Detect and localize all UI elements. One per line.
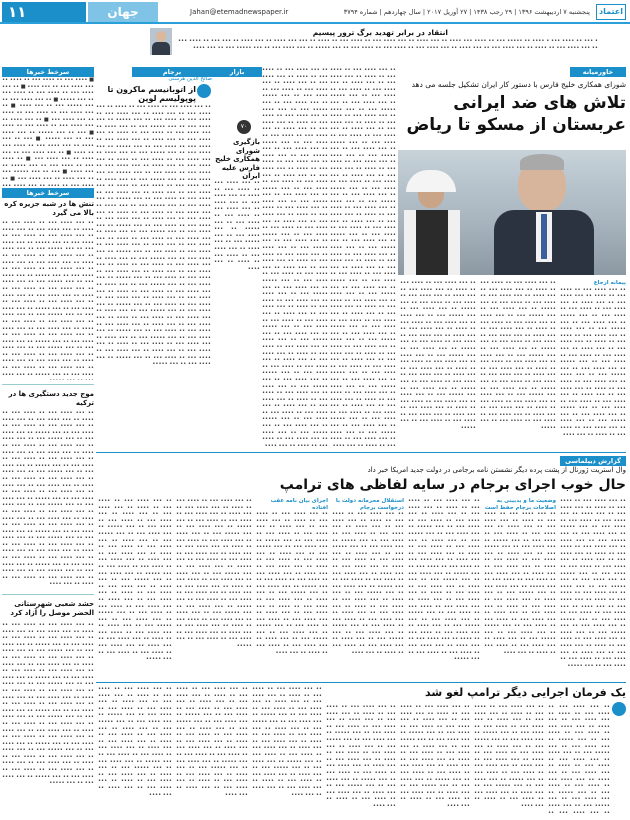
left-top-label: برجام (132, 67, 212, 77)
page-number: ۱۱ (2, 2, 86, 22)
top-story-body: • ••• •• •••• ••• • •••• •• ••••• ••• •• •••• ••• •••• •• ••• •••• •• ••• •••• ••• •• •••• ••• •• •••• •• ••• ••• •••• •• ••• •••• •• ••• ••• •• •••• ••• •• ••• •••• ••• •• •••• •• ••• •••• ••• •• ••• •••• •• ••• •••• ••• •• •••• ••• •• •••• ••• •• ••• ••••• •• ••• •••• ••• •• ••• ••••• ••• •• ••• •••• (178, 38, 598, 51)
main-story-byline: پیمانه ارجاع (593, 280, 626, 286)
second-story-subhead-2: استقلال محرمانه دولت با درخواست برجام (335, 498, 404, 511)
second-story-column-7: •• ••• •••• ••• •• •••• ••• •• •••• •• ••• •••• ••• •• ••• •••• •• ••• •••• ••• •• •••• ••• •• •••• ••• •• ••• ••••• •• ••• •••• ••• •• ••• ••••• ••• •• ••• •••• •• ••• •••• ••• •• •••• ••• •• •••• •• ••• •••• ••• •• ••• •••• •• ••• •••• ••• •• •••• ••• •• •••• ••• •• ••• ••••• •• ••• •••• ••• •• ••• ••••• ••• •• ••• •••• •• ••• •••• ••• •• •••• ••• •• •••• •• ••• •••• ••• •• ••• •••• •• ••• •••• ••• •• •••• ••• •• •••• ••• •• ••• ••••• •• ••• •••• ••• •• ••• ••••• ••• •• ••• •••• •• ••• •••• ••• •• •••• ••• •• •••• •• ••• •••• ••• •• ••• •••• •• ••• •••• ••• •• •••• ••• •• •••• ••• •• ••• ••••• (98, 498, 172, 663)
news-item-2-title[interactable]: موج جدید دستگیری ها در ترکیه (8, 390, 94, 407)
left-top-body: •• ••• •••• ••• •• •••• ••• •• •••• •• ••• •••• ••• •• ••• •••• •• ••• •••• ••• •• •••• ••• •• •••• ••• •• ••• ••••• •• ••• •••• ••• •• ••• ••••• ••• •• ••• •••• •• ••• •••• ••• •• •••• ••• •• •••• •• ••• •••• ••• •• ••• •••• •• ••• •••• ••• •• •••• ••• •• •••• ••• •• ••• ••••• •• ••• •••• ••• •• ••• ••••• ••• •• ••• •••• •• ••• •••• ••• •• •••• ••• •• •••• •• ••• •••• ••• •• ••• •••• •• ••• •••• ••• •• •••• ••• •• •••• ••• •• ••• ••••• •• ••• •••• ••• •• ••• ••••• ••• •• ••• •••• •• ••• •••• ••• •• •••• ••• •• •••• •• ••• •••• ••• •• ••• •••• •• ••• •••• ••• •• •••• ••• •• •••• ••• •• ••• ••••• •• ••• •••• ••• •• ••• ••••• ••• •• ••• •••• •• ••• •••• ••• •• •••• ••• •• •••• •• ••• •••• ••• •• ••• •••• •• ••• •••• ••• •• •••• ••• •• •••• ••• •• ••• ••••• •• ••• •••• ••• •• ••• ••••• ••• •• ••• •••• •• ••• •••• ••• •• •••• ••• •• •••• •• ••• •••• ••• •• ••• •••• •• ••• •••• ••• •• •••• ••• •• •••• ••• •• ••• ••••• •• ••• •••• ••• •• ••• ••••• ••• •• ••• •••• •• ••• •••• ••• •• •••• ••• •• •••• •• ••• •••• ••• •• ••• •••• •• ••• •••• ••• •• •••• ••• •• •••• ••• •• ••• ••••• •• ••• •••• ••• •• ••• ••••• ••• •• ••• •••• •• ••• •••• ••• •• •••• ••• •• •••• •• ••• •••• ••• •• ••• •••• •• ••• •••• ••• •• •••• ••• •• •••• ••• •• ••• ••••• •• ••• •••• ••• •• ••• ••••• ••• •• ••• •••• •• ••• •••• ••• •• •••• ••• •• •••• •• ••• •••• ••• •• ••• •••• •• ••• •••• ••• •• •••• ••• •• •••• ••• •• ••• ••••• •• ••• •••• ••• •• ••• ••••• ••• •• ••• •••• •• ••• •••• ••• •• •••• ••• •• •••• •• ••• •••• ••• •• ••• •••• •• ••• •••• ••• •• •••• ••• •• •••• ••• •• ••• ••••• •• ••• •••• ••• •• ••• ••••• (96, 104, 211, 368)
newspaper-logo: اعتماد (596, 4, 626, 20)
second-story-column-5: اجرای بیان نامه عقب افتاده •• ••• •••• ••• •• •••• ••• •• •••• •• ••• •••• ••• •• ••• •••• •• ••• •••• ••• •• •••• ••• •• •••• ••• •• ••• ••••• •• ••• •••• ••• •• ••• ••••• ••• •• ••• •••• •• ••• •••• ••• •• •••• ••• •• •••• •• ••• •••• ••• •• ••• •••• •• ••• •••• ••• •• •••• ••• •• •••• ••• •• ••• ••••• •• ••• •••• ••• •• ••• ••••• ••• •• ••• •••• •• ••• •••• ••• •• •••• ••• •• •••• •• ••• •••• ••• •• ••• •••• •• ••• •••• ••• •• •••• ••• •• •••• ••• •• ••• ••••• •• ••• •••• ••• •• ••• ••••• ••• •• ••• •••• •• ••• •••• ••• •• •••• ••• •• •••• •• ••• •••• (256, 498, 328, 656)
third-story-column-4: •• ••• •••• ••• •• •••• ••• •• •••• •• ••• •••• ••• •• ••• •••• •• ••• •••• ••• •• •••• ••• •• •••• ••• •• ••• ••••• •• ••• •••• ••• •• ••• ••••• ••• •• ••• •••• •• ••• •••• ••• •• •••• ••• •• •••• •• ••• •••• ••• •• ••• •••• •• ••• •••• ••• •• •••• ••• •• •••• ••• •• ••• ••••• •• ••• •••• ••• •• ••• ••••• ••• •• ••• •••• •• ••• •••• ••• •• •••• ••• •• •••• •• ••• •••• (326, 704, 396, 809)
section-divider (96, 452, 626, 453)
news-item-2-body: •• ••• •••• ••• •• •••• ••• •• •••• •• ••• •••• ••• •• ••• •••• •• ••• •••• ••• •• •••• ••• •• •••• ••• •• ••• ••••• •• ••• •••• ••• •• ••• ••••• ••• •• ••• •••• •• ••• •••• ••• •• •••• ••• •• •••• •• ••• •••• ••• •• ••• •••• •• ••• •••• ••• •• •••• ••• •• •••• ••• •• ••• ••••• •• ••• •••• ••• •• ••• ••••• ••• •• ••• •••• •• ••• •••• ••• •• •••• ••• •• •••• •• ••• •••• ••• •• ••• •••• •• ••• •••• ••• •• •••• ••• •• •••• ••• •• ••• ••••• •• ••• •••• ••• •• ••• ••••• ••• •• ••• •••• •• ••• •••• ••• •• •••• ••• •• •••• •• ••• •••• ••• •• ••• •••• •• ••• •••• ••• •• •••• ••• •• •••• ••• •• ••• ••••• •• ••• •••• ••• •• ••• ••••• ••• •• ••• •••• •• ••• •••• ••• •• •••• ••• •• •••• •• ••• •••• ••• •• ••• •••• •• ••• •••• ••• •• •••• ••• •• •••• ••• •• ••• ••••• •• ••• •••• ••• •• ••• ••••• ••• •• ••• •••• •• ••• •••• ••• •• •••• ••• •• •••• •• ••• •••• (2, 410, 94, 588)
third-story-headline[interactable]: یک فرمان اجرایی دیگر ترامپ لغو شد (425, 686, 626, 699)
third-story-column-5: •• ••• •••• ••• •• •••• ••• •• •••• •• ••• •••• ••• •• ••• •••• •• ••• •••• ••• •• •••• ••• •• •••• ••• •• ••• ••••• •• ••• •••• ••• •• ••• ••••• ••• •• ••• •••• •• ••• •••• ••• •• •••• ••• •• •••• •• ••• •••• ••• •• ••• •••• •• ••• •••• ••• •• •••• ••• •• •••• ••• •• ••• ••••• •• ••• •••• ••• •• ••• ••••• ••• •• ••• •••• •• ••• •••• ••• •• •••• ••• •• •••• •• ••• •••• ••• •• ••• •••• •• ••• •••• (252, 686, 322, 798)
second-story-column-2: وضعیت ما و بدبینی به اصلاحات برجام حفظ است •• ••• •••• ••• •• •••• ••• •• •••• •• ••• •••• ••• •• ••• •••• •• ••• •••• ••• •• •••• ••• •• •••• ••• •• ••• ••••• •• ••• •••• ••• •• ••• ••••• ••• •• ••• •••• •• ••• •••• ••• •• •••• ••• •• •••• •• ••• •••• ••• •• ••• •••• •• ••• •••• ••• •• •••• ••• •• •••• ••• •• ••• ••••• •• ••• •••• ••• •• ••• ••••• ••• •• ••• •••• •• ••• •••• ••• •• •••• ••• •• •••• •• ••• •••• ••• •• ••• •••• •• ••• •••• ••• •• •••• ••• •• •••• ••• •• ••• ••••• •• ••• •••• ••• •• ••• ••••• ••• •• ••• •••• •• ••• •••• ••• •• •••• ••• •• •••• •• ••• •••• (484, 498, 556, 656)
section-divider (96, 682, 626, 683)
feature-number: ۷۰ (237, 120, 251, 134)
left-column-briefs: ■ •••• ••• •• •••• ••• •• •••• •• ••• •••• ••• •• ••• •••• ■ •• ••• •••• ••• •• •••• ••• •• •••• ••• •• ••• ••••• ■ •• ••• •••• ••• •• ••• ••••• ••• •• ••• •••• ■ •• ••• •••• ••• •• •••• ••• •• •••• •• ••• •••• ••• ■ •• ••• •••• •• ••• •••• ••• •• •••• ••• •• •••• ■ ••• •• ••• ••••• •• ••• •••• ••• •• ••• ••••• ■ ••• •• ••• •••• •• ••• •••• ••• •• •••• ••• •• •••• ■ •• ••• •••• ••• •• ••• •••• •• ••• •••• ••• ■ •• •••• ••• •• •••• ••• •• ••• ••••• •• ••• •••• ■ ••• •• ••• ••••• ••• •• ••• •••• •• ••• •••• ••• ■ •• •••• ••• •• •••• •• ••• •••• ••• (2, 77, 94, 187)
main-story-photo (398, 150, 626, 275)
left-top-title[interactable]: از اتوبانیسم ماکرون تا پوپولیسم لوپن (107, 85, 196, 103)
news-item-1-body: •• ••• •••• ••• •• •••• ••• •• •••• •• ••• •••• ••• •• ••• •••• •• ••• •••• ••• •• •••• ••• •• •••• ••• •• ••• ••••• •• ••• •••• ••• •• ••• ••••• ••• •• ••• •••• •• ••• •••• ••• •• •••• ••• •• •••• •• ••• •••• ••• •• ••• •••• •• ••• •••• ••• •• •••• ••• •• •••• ••• •• ••• ••••• •• ••• •••• ••• •• ••• ••••• ••• •• ••• •••• •• ••• •••• ••• •• •••• ••• •• •••• •• ••• •••• ••• •• ••• •••• •• ••• •••• ••• •• •••• ••• •• •••• ••• •• ••• ••••• •• ••• •••• ••• •• ••• ••••• ••• •• ••• •••• •• ••• •••• ••• •• •••• ••• •• •••• •• ••• •••• ••• •• ••• •••• •• ••• •••• ••• •• •••• ••• •• •••• ••• •• ••• ••••• •• ••• •••• ••• •• ••• ••••• ••• •• ••• •••• •• ••• •••• ••• •• •••• ••• •• •••• •• ••• •••• ••• •• ••• •••• •• ••• •••• ••• •• •••• ••• •• •••• ••• •• ••• ••••• •• ••• •••• (2, 220, 94, 378)
second-story-subhead-1: وضعیت ما و بدبینی به اصلاحات برجام حفظ است (484, 498, 556, 511)
top-story-photo (150, 28, 172, 55)
news-item-1-title[interactable]: تنش ها در شبه جزیره کره بالا می گیرد (4, 200, 94, 217)
feature-summary: •• ••• •••• ••• •• •••• ••• •• •••• •• ••• •••• ••• •• ••• •••• •• ••• •••• ••• •• •••• ••• •• •••• ••• •• ••• ••••• •• ••• •••• ••• •• ••• ••••• ••• •• ••• •••• •• ••• •••• ••• •• •••• ••• •• •••• •• ••• •••• (214, 180, 260, 270)
second-story-label: گزارش دیپلماسی (560, 456, 626, 466)
news-item-3-body: •• ••• •••• ••• •• •••• ••• •• •••• •• ••• •••• ••• •• ••• •••• •• ••• •••• ••• •• •••• ••• •• •••• ••• •• ••• ••••• •• ••• •••• ••• •• ••• ••••• ••• •• ••• •••• •• ••• •••• ••• •• •••• ••• •• •••• •• ••• •••• ••• •• ••• •••• •• ••• •••• ••• •• •••• ••• •• •••• ••• •• ••• ••••• •• ••• •••• ••• •• ••• ••••• ••• •• ••• •••• •• ••• •••• ••• •• •••• ••• •• •••• •• ••• •••• ••• •• ••• •••• •• ••• •••• ••• •• •••• ••• •• •••• ••• •• ••• ••••• •• ••• •••• ••• •• ••• ••••• ••• •• ••• •••• •• ••• •••• ••• •• •••• ••• •• •••• •• ••• •••• ••• •• ••• •••• •• ••• •••• ••• •• •••• ••• •• •••• ••• •• ••• ••••• •• ••• •••• ••• •• ••• ••••• ••• •• ••• •••• •• ••• •••• ••• •• •••• ••• •• •••• •• ••• •••• ••• •• ••• •••• •• ••• •••• ••• •• •••• ••• •• •••• ••• •• ••• ••••• •• ••• •••• ••• •• ••• ••••• (2, 622, 94, 787)
feature-label: بازار (212, 67, 262, 77)
second-story-column-4: استقلال محرمانه دولت با درخواست برجام •• ••• •••• ••• •• •••• ••• •• •••• •• ••• •••• ••• •• ••• •••• •• ••• •••• ••• •• •••• ••• •• •••• ••• •• ••• ••••• •• ••• •••• ••• •• ••• ••••• ••• •• ••• •••• •• ••• •••• ••• •• •••• ••• •• •••• •• ••• •••• ••• •• ••• •••• •• ••• •••• ••• •• •••• ••• •• •••• ••• •• ••• ••••• •• ••• •••• ••• •• ••• ••••• ••• •• ••• •••• •• ••• •••• ••• •• •••• ••• •• •••• •• ••• •••• ••• •• ••• •••• •• ••• •••• ••• •• •••• ••• •• •••• ••• •• ••• ••••• •• ••• •••• ••• •• ••• ••••• ••• •• ••• •••• •• ••• •••• ••• •• •••• ••• •• •••• •• ••• •••• (332, 498, 404, 656)
second-story-kicker: وال استریت ژورنال از پشت پرده دیگر نشستن نامه برجامی در دولت جدید امریکا خبر داد (367, 466, 626, 474)
third-story-column-6: •• ••• •••• ••• •• •••• ••• •• •••• •• ••• •••• ••• •• ••• •••• •• ••• •••• ••• •• •••• ••• •• •••• ••• •• ••• ••••• •• ••• •••• ••• •• ••• ••••• ••• •• ••• •••• •• ••• •••• ••• •• •••• ••• •• •••• •• ••• •••• ••• •• ••• •••• •• ••• •••• ••• •• •••• ••• •• •••• ••• •• ••• ••••• •• ••• •••• ••• •• ••• ••••• ••• •• ••• •••• •• ••• •••• ••• •• •••• ••• •• •••• •• ••• •••• ••• •• ••• •••• •• ••• •••• (176, 686, 248, 798)
second-story-column-6: •• ••• •••• ••• •• •••• ••• •• •••• •• ••• •••• ••• •• ••• •••• •• ••• •••• ••• •• •••• ••• •• •••• ••• •• ••• ••••• •• ••• •••• ••• •• ••• ••••• ••• •• ••• •••• •• ••• •••• ••• •• •••• ••• •• •••• •• ••• •••• ••• •• ••• •••• •• ••• •••• ••• •• •••• ••• •• •••• ••• •• ••• ••••• •• ••• •••• ••• •• ••• ••••• ••• •• ••• •••• •• ••• •••• ••• •• •••• ••• •• •••• •• ••• •••• ••• •• ••• •••• •• ••• •••• ••• •• •••• ••• •• •••• ••• •• ••• ••••• •• ••• •••• ••• •• ••• ••••• ••• •• ••• •••• •• ••• •••• ••• •• •••• ••• •• •••• •• ••• •••• ••• •• ••• •••• •• ••• •••• ••• •• •••• ••• •• •••• ••• •• ••• ••••• (176, 498, 252, 650)
quote-icon (612, 702, 626, 716)
section-email[interactable]: Jahan@etemadnewspaper.ir (190, 8, 289, 16)
third-story-column-1: •• ••• •••• ••• •• •••• ••• •• •••• •• ••• •••• ••• •• ••• •••• •• ••• •••• ••• •• •••• ••• •• •••• ••• •• ••• ••••• •• ••• •••• ••• •• ••• ••••• ••• •• ••• •••• •• ••• •••• ••• •• •••• ••• •• •••• •• ••• •••• ••• •• ••• •••• •• ••• •••• ••• •• •••• ••• •• •••• ••• •• ••• ••••• •• ••• •••• ••• •• ••• ••••• ••• •• ••• •••• •• ••• •••• ••• •• (548, 704, 610, 816)
news-item-3-title[interactable]: حشد شعبی شهرستانی الحضر موصل را آزاد کرد (10, 600, 94, 617)
second-story-headline[interactable]: حال خوب اجرای برجام در سایه لفاظی های ترامپ (279, 477, 626, 493)
main-story-label: خاورمیانه (570, 67, 626, 77)
main-story-column-3: •• ••• •••• ••• •• •••• ••• •• •••• •• ••• •••• ••• •• ••• •••• •• ••• •••• ••• •• •••• ••• •• •••• ••• •• ••• ••••• •• ••• •••• ••• •• ••• ••••• ••• •• ••• •••• •• ••• •••• ••• •• •••• ••• •• •••• •• ••• •••• ••• •• ••• •••• •• ••• •••• ••• •• •••• ••• •• •••• ••• •• ••• ••••• •• ••• •••• ••• •• ••• ••••• ••• •• ••• •••• •• ••• •••• ••• •• •••• ••• •• •••• •• ••• •••• ••• •• ••• •••• •• ••• •••• ••• •• •••• ••• •• •••• ••• •• ••• ••••• •• ••• •••• ••• •• ••• ••••• ••• •• ••• •••• •• ••• •••• ••• •• •••• ••• •• •••• •• ••• •••• ••• •• ••• •••• •• ••• •••• ••• •• •••• ••• •• •••• ••• •• ••• ••••• •• ••• •••• ••• •• ••• ••••• ••• •• ••• •••• •• ••• •••• ••• •• •••• ••• •• •••• •• ••• •••• ••• •• ••• •••• •• ••• •••• ••• •• •••• ••• •• •••• ••• •• ••• ••••• •• ••• •••• ••• •• ••• ••••• ••• •• ••• •••• •• ••• •••• ••• •• •••• ••• •• •••• •• ••• •••• ••• •• ••• •••• •• ••• •••• ••• •• •••• ••• •• •••• ••• •• ••• ••••• •• ••• •••• ••• •• ••• ••••• ••• •• ••• •••• •• ••• •••• ••• •• •••• ••• •• •••• •• ••• •••• ••• •• ••• •••• •• ••• •••• ••• •• •••• ••• •• •••• ••• •• ••• ••••• •• ••• •••• ••• •• ••• ••••• ••• •• ••• •••• •• ••• •••• ••• •• •••• ••• •• •••• •• ••• •••• ••• •• ••• •••• •• ••• •••• ••• •• •••• ••• •• •••• ••• •• ••• ••••• •• ••• •••• ••• •• ••• ••••• ••• •• ••• •••• •• ••• •••• ••• •• •••• ••• •• •••• •• ••• •••• (330, 67, 396, 447)
top-story-title[interactable]: انتقاد در برابر تهدید برگ ترور پیسیم (312, 28, 448, 37)
feature-title[interactable]: بازگیری شورای همکاری خلیج فارس علیه ایران (215, 138, 260, 180)
second-story-column-3: •• ••• •••• ••• •• •••• ••• •• •••• •• ••• •••• ••• •• ••• •••• •• ••• •••• ••• •• •••• ••• •• •••• ••• •• ••• ••••• •• ••• •••• ••• •• ••• ••••• ••• •• ••• •••• •• ••• •••• ••• •• •••• ••• •• •••• •• ••• •••• ••• •• ••• •••• •• ••• •••• ••• •• •••• ••• •• •••• ••• •• ••• ••••• •• ••• •••• ••• •• ••• ••••• ••• •• ••• •••• •• ••• •••• ••• •• •••• ••• •• •••• •• ••• •••• ••• •• ••• •••• •• ••• •••• ••• •• •••• ••• •• •••• ••• •• ••• ••••• •• ••• •••• ••• •• ••• ••••• ••• •• ••• •••• •• ••• •••• ••• •• •••• ••• •• •••• •• ••• •••• ••• •• ••• •••• •• ••• •••• ••• •• •••• ••• •• •••• ••• •• ••• ••••• (408, 498, 480, 663)
main-story-column-4: •• ••• •••• ••• •• •••• ••• •• •••• •• ••• •••• ••• •• ••• •••• •• ••• •••• ••• •• •••• ••• •• •••• ••• •• ••• ••••• •• ••• •••• ••• •• ••• ••••• ••• •• ••• •••• •• ••• •••• ••• •• •••• ••• •• •••• •• ••• •••• ••• •• ••• •••• •• ••• •••• ••• •• •••• ••• •• •••• ••• •• ••• ••••• •• ••• •••• ••• •• ••• ••••• ••• •• ••• •••• •• ••• •••• ••• •• •••• ••• •• •••• •• ••• •••• ••• •• ••• •••• •• ••• •••• ••• •• •••• ••• •• •••• ••• •• ••• ••••• •• ••• •••• ••• •• ••• ••••• ••• •• ••• •••• •• ••• •••• ••• •• •••• ••• •• •••• •• ••• •••• ••• •• ••• •••• •• ••• •••• ••• •• •••• ••• •• •••• ••• •• ••• ••••• •• ••• •••• ••• •• ••• ••••• ••• •• ••• •••• •• ••• •••• ••• •• •••• ••• •• •••• •• ••• •••• ••• •• ••• •••• •• ••• •••• ••• •• •••• ••• •• •••• ••• •• ••• ••••• •• ••• •••• ••• •• ••• ••••• ••• •• ••• •••• •• ••• •••• ••• •• •••• ••• •• •••• •• ••• •••• ••• •• ••• •••• •• ••• •••• ••• •• •••• ••• •• •••• ••• •• ••• ••••• •• ••• •••• ••• •• ••• ••••• ••• •• ••• •••• •• ••• •••• ••• •• •••• ••• •• •••• •• ••• •••• ••• •• ••• •••• •• ••• •••• ••• •• •••• ••• •• •••• ••• •• ••• ••••• •• ••• •••• ••• •• ••• ••••• ••• •• ••• •••• •• ••• •••• ••• •• •••• ••• •• •••• •• ••• •••• ••• •• ••• •••• •• ••• •••• ••• •• •••• ••• •• •••• ••• •• ••• ••••• •• ••• •••• ••• •• ••• ••••• ••• •• ••• •••• •• ••• •••• ••• •• •••• ••• •• •••• •• ••• •••• (262, 67, 328, 447)
quote-icon (197, 84, 211, 98)
main-story-column-2b: •• ••• •••• ••• •• •••• ••• •• •••• •• ••• •••• ••• •• ••• •••• •• ••• •••• ••• •• •••• ••• •• •••• ••• •• ••• ••••• •• ••• •••• ••• •• ••• ••••• ••• •• ••• •••• •• ••• •••• ••• •• •••• ••• •• •••• •• ••• •••• ••• •• ••• •••• •• ••• •••• ••• •• •••• ••• •• •••• ••• •• ••• ••••• •• ••• •••• ••• •• ••• ••••• ••• •• ••• •••• •• ••• •••• ••• •• •••• ••• •• •••• •• ••• •••• ••• •• ••• •••• •• ••• •••• ••• •• •••• ••• •• •••• ••• •• ••• ••••• •• ••• •••• ••• •• ••• ••••• ••• •• ••• •••• •• ••• •••• ••• •• •••• ••• •• •••• •• ••• •••• ••• •• ••• •••• •• ••• •••• ••• •• •••• ••• •• •••• ••• •• ••• ••••• (400, 280, 476, 432)
third-story-column-2: •• ••• •••• ••• •• •••• ••• •• •••• •• ••• •••• ••• •• ••• •••• •• ••• •••• ••• •• •••• ••• •• •••• ••• •• ••• ••••• •• ••• •••• ••• •• ••• ••••• ••• •• ••• •••• •• ••• •••• ••• •• •••• ••• •• •••• •• ••• •••• ••• •• ••• •••• •• ••• •••• ••• •• •••• ••• •• •••• ••• •• ••• ••••• •• ••• •••• ••• •• ••• ••••• ••• •• ••• •••• •• ••• •••• ••• •• •••• ••• •• •••• •• ••• •••• (474, 704, 544, 809)
left-top-byline: صالح الدین هرسنی (168, 76, 212, 82)
column-divider (2, 594, 94, 595)
second-story-column-1: •• ••• •••• ••• •• •••• ••• •• •••• •• ••• •••• ••• •• ••• •••• •• ••• •••• ••• •• •••• ••• •• •••• ••• •• ••• ••••• •• ••• •••• ••• •• ••• ••••• ••• •• ••• •••• •• ••• •••• ••• •• •••• ••• •• •••• •• ••• •••• ••• •• ••• •••• •• ••• •••• ••• •• •••• ••• •• •••• ••• •• ••• ••••• •• ••• •••• ••• •• ••• ••••• ••• •• ••• •••• •• ••• •••• ••• •• •••• ••• •• •••• •• ••• •••• ••• •• ••• •••• •• ••• •••• ••• •• •••• ••• •• •••• ••• •• ••• ••••• •• ••• •••• ••• •• ••• ••••• ••• •• ••• •••• •• ••• •••• ••• •• •••• ••• •• •••• •• ••• •••• ••• •• ••• •••• •• ••• •••• ••• •• •••• ••• •• •••• ••• •• ••• ••••• (560, 498, 626, 669)
second-story-subhead-3: اجرای بیان نامه عقب افتاده (270, 498, 328, 511)
main-story-column-2a: •• ••• •••• ••• •• •••• ••• •• •••• •• ••• •••• ••• •• ••• •••• •• ••• •••• ••• •• •••• ••• •• •••• ••• •• ••• ••••• •• ••• •••• ••• •• ••• ••••• ••• •• ••• •••• •• ••• •••• ••• •• •••• ••• •• •••• •• ••• •••• ••• •• ••• •••• •• ••• •••• ••• •• •••• ••• •• •••• ••• •• ••• ••••• •• ••• •••• ••• •• ••• ••••• ••• •• ••• •••• •• ••• •••• ••• •• •••• ••• •• •••• •• ••• •••• ••• •• ••• •••• •• ••• •••• ••• •• •••• ••• •• •••• ••• •• ••• ••••• •• ••• •••• ••• •• ••• ••••• ••• •• ••• •••• •• ••• •••• ••• •• •••• ••• •• •••• •• ••• •••• ••• •• ••• •••• •• ••• •••• ••• •• •••• ••• •• •••• ••• •• ••• ••••• (480, 280, 556, 432)
third-story-column-3: •• ••• •••• ••• •• •••• ••• •• •••• •• ••• •••• ••• •• ••• •••• •• ••• •••• ••• •• •••• ••• •• •••• ••• •• ••• ••••• •• ••• •••• ••• •• ••• ••••• ••• •• ••• •••• •• ••• •••• ••• •• •••• ••• •• •••• •• ••• •••• ••• •• ••• •••• •• ••• •••• ••• •• •••• ••• •• •••• ••• •• ••• ••••• •• ••• •••• ••• •• ••• ••••• ••• •• ••• •••• •• ••• •••• ••• •• •••• ••• •• •••• •• ••• •••• (400, 704, 470, 809)
third-story-column-7: •• ••• •••• ••• •• •••• ••• •• •••• •• ••• •••• ••• •• ••• •••• •• ••• •••• ••• •• •••• ••• •• •••• ••• •• ••• ••••• •• ••• •••• ••• •• ••• ••••• ••• •• ••• •••• •• ••• •••• ••• •• •••• ••• •• •••• •• ••• •••• ••• •• ••• •••• •• ••• •••• ••• •• •••• ••• •• •••• ••• •• ••• ••••• •• ••• •••• ••• •• ••• ••••• ••• •• ••• •••• •• ••• •••• ••• •• •••• ••• •• •••• •• ••• •••• ••• •• ••• •••• •• ••• •••• (98, 686, 172, 798)
main-story-headline[interactable]: تلاش های ضد ایرانی عربستان از مسکو تا ریاض (406, 93, 626, 135)
main-story-column-1: پیمانه ارجاع •• ••• •••• ••• •• •••• ••• •• •••• •• ••• •••• ••• •• ••• •••• •• ••• •••• ••• •• •••• ••• •• •••• ••• •• ••• ••••• •• ••• •••• ••• •• ••• ••••• ••• •• ••• •••• •• ••• •••• ••• •• •••• ••• •• •••• •• ••• •••• ••• •• ••• •••• •• ••• •••• ••• •• •••• ••• •• •••• ••• •• ••• ••••• •• ••• •••• ••• •• ••• ••••• ••• •• ••• •••• •• ••• •••• ••• •• •••• ••• •• •••• •• ••• •••• ••• •• ••• •••• •• ••• •••• ••• •• •••• ••• •• •••• ••• •• ••• ••••• •• ••• •••• ••• •• ••• ••••• ••• •• ••• •••• •• ••• •••• ••• •• •••• ••• •• •••• •• ••• •••• (560, 280, 626, 438)
section-title: جهان (88, 2, 158, 22)
left-column-label: سرخط خبرها (2, 67, 94, 77)
main-story-kicker: شورای همکاری خلیج فارس با دستور کار ایران تشکیل جلسه می دهد (411, 80, 626, 89)
dateline: پنجشنبه ۷ اردیبهشت ۱۳۹۶ | ۲۹ رجب ۱۴۳۸ | ۲۷ آوریل ۲۰۱۷ | سال چهاردهم | شماره ۳۷۹۴ (343, 8, 590, 16)
column-divider (2, 384, 94, 385)
news-label: سرخط خبرها (2, 188, 94, 198)
